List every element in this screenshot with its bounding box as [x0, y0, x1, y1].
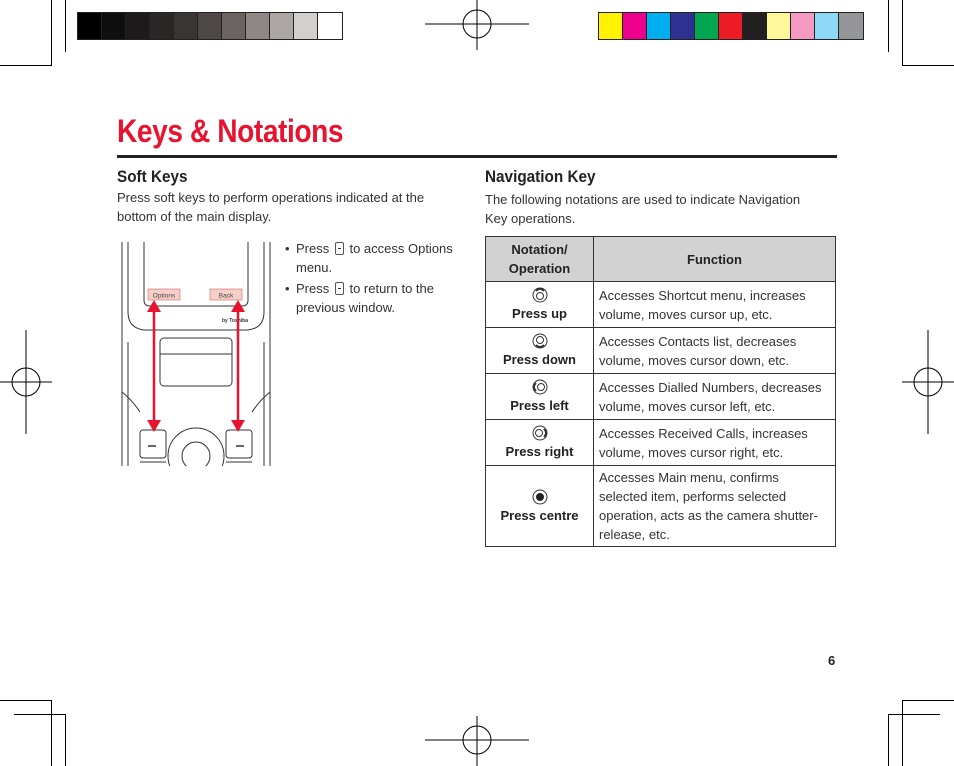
gray-swatch — [174, 13, 198, 39]
left-soft-key-icon — [335, 242, 344, 255]
table-header-row — [486, 237, 836, 282]
gray-swatch — [198, 13, 222, 39]
gray-swatch — [294, 13, 318, 39]
process-color-swatch — [791, 13, 815, 39]
gray-swatch — [318, 13, 342, 39]
header-function: Function — [594, 237, 836, 282]
grayscale-color-bar — [77, 12, 343, 40]
screen-label-back: Back — [218, 292, 234, 300]
title-rule — [117, 155, 837, 158]
bullet-back: • Press to return to the previous window. — [285, 279, 480, 317]
right-soft-key-icon — [335, 282, 344, 295]
process-color-bar — [598, 12, 864, 40]
operation-label: Press centre — [500, 507, 579, 523]
gray-swatch — [78, 13, 102, 39]
gray-swatch — [102, 13, 126, 39]
nav-right-icon — [532, 425, 548, 441]
function-text: Accesses Dialled Numbers, decreases volume, moves cursor left, etc. — [594, 374, 836, 420]
gray-swatch — [270, 13, 294, 39]
nav-up-icon — [532, 287, 548, 303]
left-soft-key-arrow — [147, 300, 161, 432]
page-number: 6 — [828, 653, 836, 668]
registration-mark-bottom — [425, 716, 529, 766]
function-text: Accesses Contacts list, decreases volume, moves cursor down, etc. — [594, 328, 836, 374]
gray-swatch — [246, 13, 270, 39]
registration-mark-top — [425, 0, 529, 50]
registration-mark-left — [0, 330, 52, 434]
soft-keys-bullets — [285, 239, 480, 319]
phone-illustration — [118, 242, 274, 466]
registration-mark-right — [902, 330, 954, 434]
process-color-swatch — [623, 13, 647, 39]
gray-swatch — [150, 13, 174, 39]
nav-down-icon — [532, 333, 548, 349]
gray-swatch — [126, 13, 150, 39]
table-row — [486, 374, 836, 420]
navigation-key-table — [485, 236, 836, 547]
process-color-swatch — [743, 13, 767, 39]
phone-brand-text: by Toshiba — [222, 318, 249, 324]
bullet-options: • Press to access Options menu. — [285, 239, 480, 277]
process-color-swatch — [695, 13, 719, 39]
screen-label-options: Options — [152, 292, 176, 300]
gray-swatch — [222, 13, 246, 39]
nav-centre-icon — [532, 489, 548, 505]
table-row — [486, 466, 836, 547]
process-color-swatch — [767, 13, 791, 39]
process-color-swatch — [719, 13, 743, 39]
navigation-key-description: The following notations are used to indicate Navigation Key operations. — [485, 192, 801, 226]
process-color-swatch — [599, 13, 623, 39]
nav-left-icon — [532, 379, 548, 395]
soft-keys-heading: Soft Keys — [117, 167, 188, 186]
navigation-key-heading: Navigation Key — [485, 167, 596, 186]
operation-label: Press right — [505, 444, 574, 459]
table-row — [486, 328, 836, 374]
function-text: Accesses Shortcut menu, increases volume, moves cursor up, etc. — [594, 282, 836, 328]
process-color-swatch — [647, 13, 671, 39]
table-row — [486, 282, 836, 328]
header-notation: Notation/ Operation — [486, 237, 594, 282]
operation-label: Press left — [510, 398, 569, 413]
function-text: Accesses Main menu, confirms selected item, performs selected operation, acts as the camera shutter-release, etc. — [594, 466, 836, 547]
process-color-swatch — [839, 13, 863, 39]
function-text: Accesses Received Calls, increases volume, moves cursor right, etc. — [594, 420, 836, 466]
operation-label: Press up — [512, 306, 567, 321]
operation-label: Press down — [503, 352, 576, 367]
process-color-swatch — [815, 13, 839, 39]
soft-keys-description: Press soft keys to perform operations indicated at the bottom of the main display. — [117, 190, 425, 224]
process-color-swatch — [671, 13, 695, 39]
table-row — [486, 420, 836, 466]
page-title: Keys & Notations — [117, 113, 344, 149]
